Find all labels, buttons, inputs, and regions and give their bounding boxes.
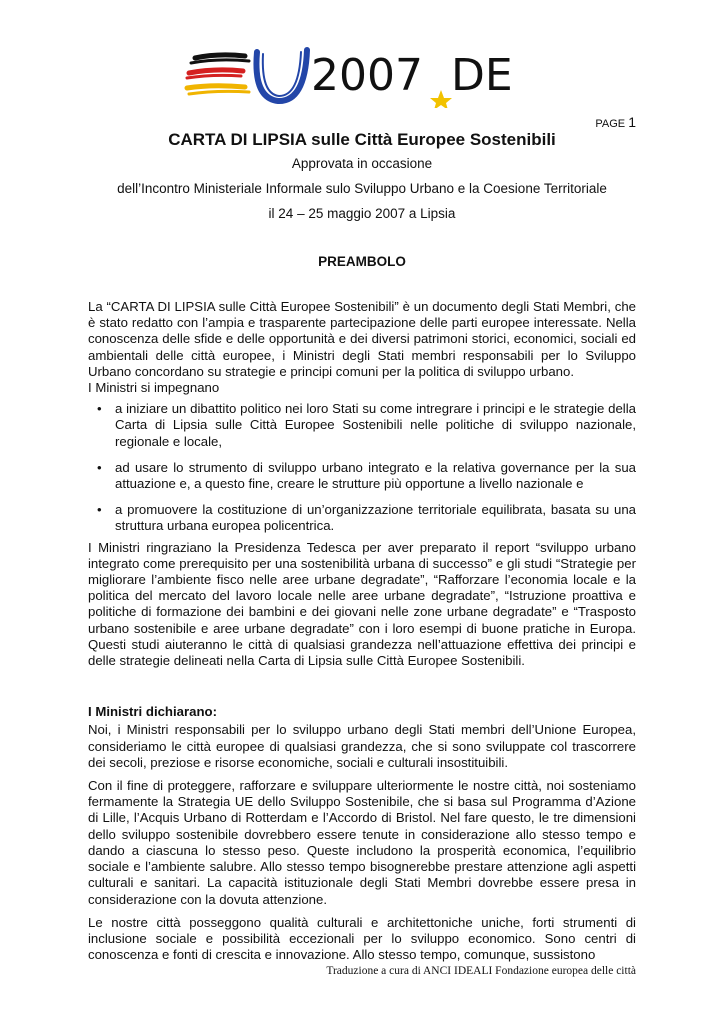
star-icon — [430, 90, 452, 108]
german-flag-stripes-icon — [187, 55, 249, 94]
eu2007-logo — [183, 38, 543, 108]
footer-credit: Traduzione a cura di ANCI IDEALI Fondazione europea delle città — [326, 965, 636, 977]
bullet-icon: • — [97, 401, 102, 417]
intro-paragraph: La “CARTA DI LIPSIA sulle Città Europee Sostenibili” è un documento degli Stati Membri, che è stato redatto con l’ampia e trasparente partecipazione delle parti europee interessate. Nella conoscenza delle sfide e delle opportunità e dei diversi patrimoni storici, economici, sociali ed ambientali delle città europee, i Ministri degli Stati membri responsabili per lo Sviluppo Urbano concordano su strategie e principi comuni per la politica di sviluppo urbano. — [88, 299, 636, 379]
bullet-icon: • — [97, 502, 102, 518]
list-item — [88, 460, 636, 492]
bullet-icon: • — [97, 459, 102, 475]
subtitle-line: dell’Incontro Ministeriale Informale sulo Sviluppo Urbano e la Coesione Territoriale — [117, 181, 607, 196]
list-item — [88, 401, 636, 450]
document-body — [88, 299, 636, 963]
page-number — [595, 114, 636, 130]
list-item-text: a promuovere la costituzione di un’organizzazione territoriale equilibrata, basata su una struttura urbana europea policentrica. — [115, 502, 636, 534]
list-item-text: ad usare lo strumento di sviluppo urbano integrato e la relativa governance per la sua attuazione e, a questo fine, creare le strutture più opportune a livello nazionale e — [115, 459, 636, 492]
declare-paragraph: Le nostre città posseggono qualità culturali e architettoniche uniche, forti strumenti di inclusione sociale e possibilità eccezionali per lo sviluppo economico. Sono centri di conoscenza e fonti di crescita e innovazione. Allo stesso tempo, comunque, sussistono — [88, 914, 636, 963]
declare-heading: I Ministri dichiarano: — [88, 704, 217, 720]
list-item-text: a iniziare un dibattito politico nei loro Stati su come intregrare i principi e le strategie della Carta di Lipsia sulle Città Europee Sostenibili nelle politiche di sviluppo nazionale, regionale e locale, — [115, 401, 636, 449]
commitment-list — [88, 401, 636, 534]
page-number-value: 1 — [628, 114, 636, 130]
declare-paragraph: Con il fine di proteggere, rafforzare e sviluppare ulteriormente le nostre città, noi sosteniamo fermamente la Strategia UE dello Sviluppo Sostenibile, che si basa sul Programma d’Azione di Lille, l’Acquis Urbano di Rotterdam e l’Accordo di Bristol. Nel fare questo, le tre dimensioni dello sviluppo sostenibile dovrebbero essere tenute in considerazione allo stesso tempo e dando a ciascuna lo stesso peso. Queste includono la prosperità economica, l’equilibrio sociale e l’ambiente salubre. Allo stesso tempo bisognerebbe prestare attenzione agli aspetti culturali e sanitari. La capacità istituzionale degli Stati Membri dovrebbe essere presa in considerazione con la dovuta attenzione. — [88, 778, 636, 907]
list-item — [88, 502, 636, 534]
declare-paragraph: Noi, i Ministri responsabili per lo sviluppo urbano degli Stati membri dell’Unione Europea, consideriamo le città europee di qualsiasi grandezza, che si sono sviluppate col trascorrere dei secoli, preziose e risorse economiche, sociali e culturali insostituibili. — [88, 722, 636, 770]
thanks-paragraph: I Ministri ringraziano la Presidenza Tedesca per aver preparato il report “sviluppo urbano integrato come prerequisito per una sostenibilità urbana di successo” e gli studi “Strategie per migliorare l’ambiente fisco nelle aree urbane degradate”, “Rafforzare l’economia locale e la politica del mercato del lavoro locale nelle aree urbane degradate”, “Istruzione proattiva e politiche di formazione dei bambini e dei giovani nelle zone urbane degradate” e “Trasposto urbano sostenibile e aree urbane degradate” con i loro esempi di buone pratiche in Europa. Questi studi aiuteranno le città di qualsiasi grandezza nell’attuazione effettiva dei principi e delle strategie delineati nella Carta di Lipsia sulle Città Europee Sostenibili. — [88, 539, 636, 669]
commit-line: I Ministri si impegnano — [88, 380, 220, 396]
page-label: PAGE — [595, 118, 626, 130]
logo-year: 2007 — [311, 50, 423, 101]
logo-suffix: DE — [451, 50, 513, 101]
section-heading: PREAMBOLO — [318, 254, 406, 269]
subtitle-line: Approvata in occasione — [291, 156, 433, 171]
subtitle-line: il 24 – 25 maggio 2007 a Lipsia — [268, 206, 456, 221]
document-title: CARTA DI LIPSIA sulle Città Europee Sostenibili — [168, 130, 556, 149]
